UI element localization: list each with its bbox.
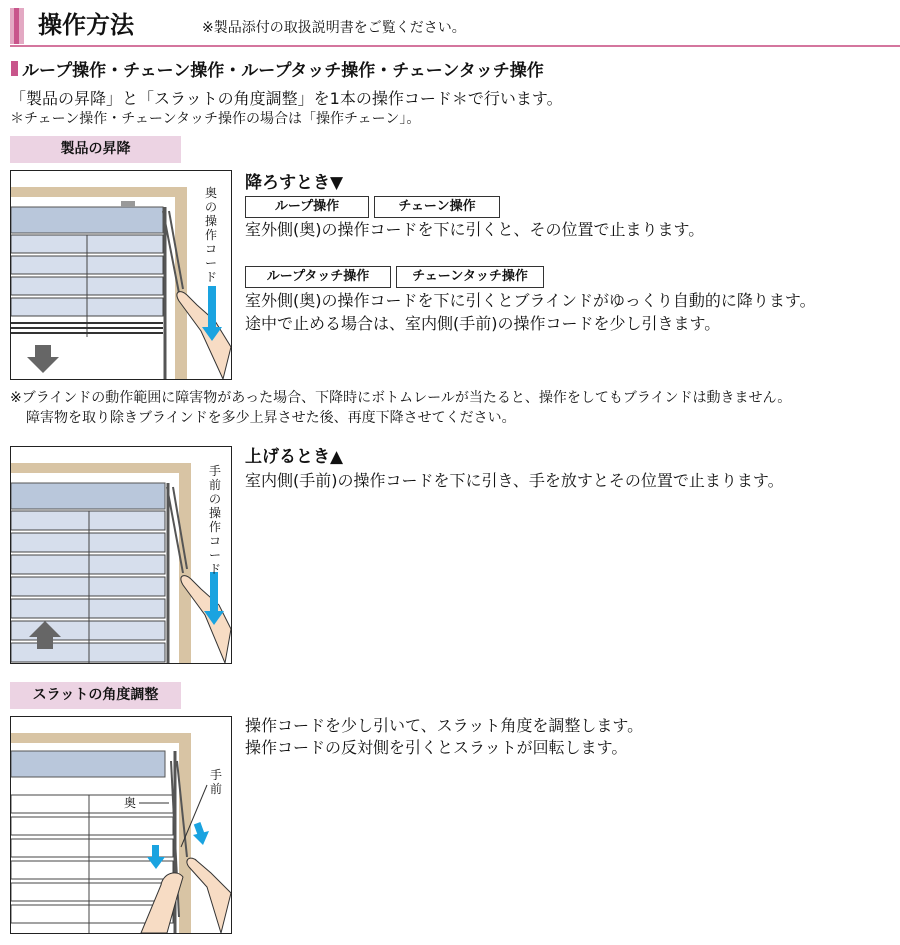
header-divider — [10, 45, 900, 47]
tag-loop: ループ操作 — [245, 196, 369, 218]
angle-text-2: 操作コードの反対側を引くとスラットが回転します。 — [245, 738, 628, 757]
figure-angle — [10, 716, 232, 934]
lowering-illustration — [11, 171, 231, 379]
rear-cord-label: 奥の操作コード — [204, 186, 217, 284]
angle-back-label: 奥 — [124, 796, 137, 810]
raise-heading: 上げるとき▲ — [245, 447, 344, 467]
angle-illustration — [11, 717, 231, 933]
page-title: 操作方法 — [38, 11, 134, 39]
angle-front-label: 手前 — [209, 768, 222, 796]
section-intro: 「製品の昇降」と「スラットの角度調整」を1本の操作コード＊で行います。 — [10, 89, 563, 108]
lifting-tab-label: 製品の昇降 — [10, 136, 181, 163]
tag-chain: チェーン操作 — [374, 196, 500, 218]
section-marker — [11, 61, 18, 76]
tag-chain-touch: チェーンタッチ操作 — [396, 266, 544, 288]
section-title: ループ操作・チェーン操作・ループタッチ操作・チェーンタッチ操作 — [22, 61, 544, 81]
lower-heading: 降ろすとき▼ — [245, 173, 344, 193]
raising-illustration — [11, 447, 231, 663]
angle-tab-label: スラットの角度調整 — [10, 682, 181, 709]
header-note: ※製品添付の取扱説明書をご覧ください。 — [202, 20, 466, 36]
figure-lowering — [10, 170, 232, 380]
section-footnote: ＊チェーン操作・チェーンタッチ操作の場合は「操作チェーン」。 — [10, 111, 421, 127]
front-cord-label: 手前の操作コード — [208, 464, 221, 576]
header-accent-bar — [10, 8, 24, 44]
angle-text-1: 操作コードを少し引いて、スラット角度を調整します。 — [245, 716, 644, 735]
lower-text-b1: 室外側(奥)の操作コードを下に引くとブラインドがゆっくり自動的に降ります。 — [245, 291, 816, 310]
lower-text-a: 室外側(奥)の操作コードを下に引くと、その位置で止まります。 — [245, 220, 705, 239]
raise-text: 室内側(手前)の操作コードを下に引き、手を放すとその位置で止まります。 — [245, 471, 784, 490]
tag-loop-touch: ループタッチ操作 — [245, 266, 391, 288]
caution-line-2: 障害物を取り除きブラインドを多少上昇させた後、再度下降させてください。 — [26, 410, 516, 426]
lower-text-b2: 途中で止める場合は、室内側(手前)の操作コードを少し引きます。 — [245, 314, 721, 333]
figure-raising — [10, 446, 232, 664]
caution-line-1: ※ブラインドの動作範囲に障害物があった場合、下降時にボトムレールが当たると、操作をしてもブラインドは動きません。 — [10, 390, 792, 406]
